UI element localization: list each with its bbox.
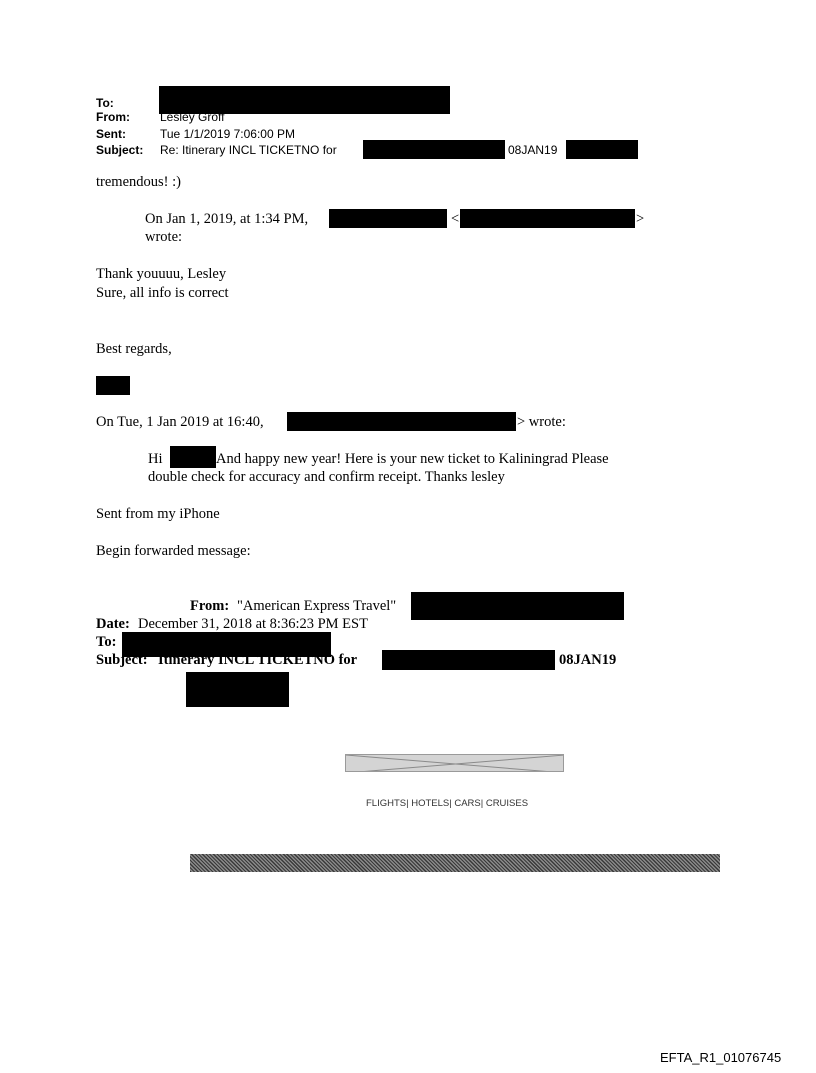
forward-intro: Begin forwarded message: xyxy=(96,543,251,559)
sent-value: Tue 1/1/2019 7:06:00 PM xyxy=(160,127,295,141)
nav-links-text: FLIGHTS| HOTELS| CARS| CRUISES xyxy=(366,798,529,809)
redaction-block xyxy=(186,672,289,707)
quote2-wrote: > wrote: xyxy=(517,414,566,430)
hatched-banner-placeholder xyxy=(190,854,720,872)
hi-text: Hi xyxy=(148,451,163,467)
signature-text: Sent from my iPhone xyxy=(96,506,220,522)
quote1-gt: > xyxy=(636,211,645,227)
fwd-subject-label: Subject: xyxy=(96,652,148,668)
redaction-block xyxy=(96,376,130,395)
redaction-block xyxy=(566,140,638,159)
message-line2: double check for accuracy and confirm receipt. Thanks lesley xyxy=(148,469,505,485)
quote2-attribution: On Tue, 1 Jan 2019 at 16:40, xyxy=(96,414,264,430)
broken-image-placeholder xyxy=(345,754,564,772)
subject-date: 08JAN19 xyxy=(508,143,558,157)
redaction-block xyxy=(329,209,447,228)
regards-text: Best regards, xyxy=(96,341,172,357)
message-line1: And happy new year! Here is your new ticket to Kaliningrad Please xyxy=(216,451,609,467)
document-id: EFTA_R1_01076745 xyxy=(660,1050,782,1065)
from-value: Lesley Groff xyxy=(160,110,225,124)
image-placeholder-icon xyxy=(346,755,564,772)
quote1-attribution: On Jan 1, 2019, at 1:34 PM, xyxy=(145,211,309,227)
redaction-block xyxy=(411,592,624,620)
confirm-text: Sure, all info is correct xyxy=(96,285,229,301)
redaction-block xyxy=(382,650,555,670)
fwd-subject-date: 08JAN19 xyxy=(559,652,617,668)
subject-label: Subject: xyxy=(96,143,144,157)
fwd-date-label: Date: xyxy=(96,616,130,632)
to-label: To: xyxy=(96,96,114,110)
from-label: From: xyxy=(96,110,130,124)
quote1-lt: < xyxy=(451,211,460,227)
fwd-from-value: "American Express Travel" xyxy=(237,598,397,614)
fwd-to-label: To: xyxy=(96,634,117,650)
redaction-block xyxy=(287,412,516,431)
thanks-text: Thank youuuu, Lesley xyxy=(96,266,227,282)
fwd-subject-value: Itinerary INCL TICKETNO for xyxy=(158,652,358,668)
fwd-date-value: December 31, 2018 at 8:36:23 PM EST xyxy=(138,616,368,632)
redaction-block xyxy=(363,140,505,159)
redaction-block xyxy=(460,209,635,228)
quote1-wrote: wrote: xyxy=(145,229,183,245)
fwd-from-label: From: xyxy=(190,598,230,614)
redaction-block xyxy=(170,446,216,468)
subject-prefix: Re: Itinerary INCL TICKETNO for xyxy=(160,143,337,157)
reply-text: tremendous! :) xyxy=(96,174,181,190)
sent-label: Sent: xyxy=(96,127,126,141)
